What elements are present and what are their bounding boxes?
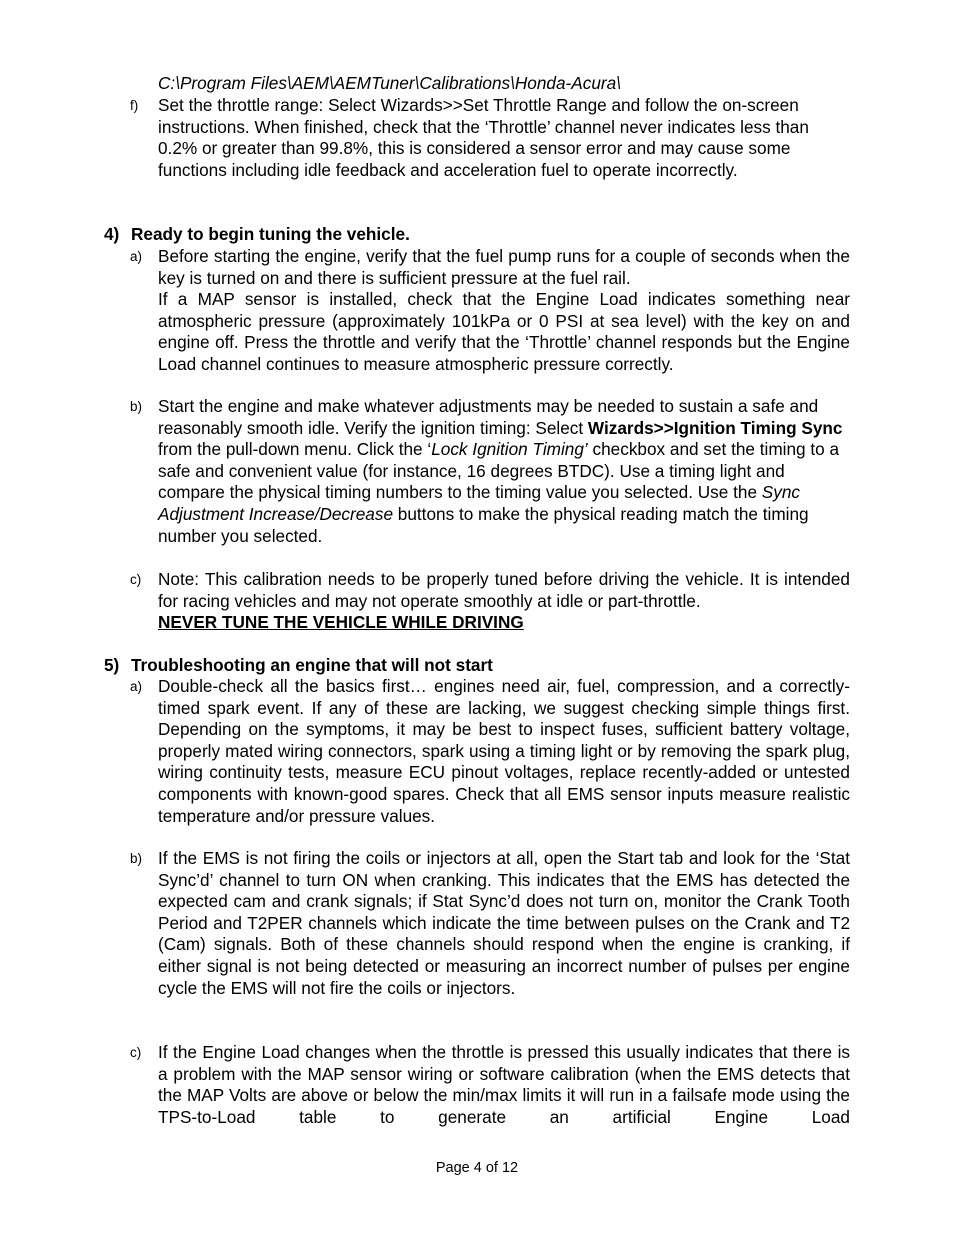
warning-text: NEVER TUNE THE VEHICLE WHILE DRIVING [158,612,524,633]
step-4b-text [158,396,850,547]
list-marker: a) [130,679,143,694]
section-5-heading [104,655,493,677]
step-f-text: Set the throttle range: Select Wizards>>Set Throttle Range and follow the on-screen instructions. When finished, check that the ‘Throttle’ channel never indicates less than 0.2% or greater than 99.8%, this is considered a sensor error and may cause some functions including idle feedback and acceleration fuel to operate incorrectly. [158,95,809,180]
list-marker: f) [130,98,139,113]
text-run: checkbox and set the timing to a safe and convenient value (for instance, 16 degrees BTDC). Use a timing light and compare the physical timing numbers to the timing value you selected. Use the [158,439,840,503]
section-number: 4) [104,224,120,244]
list-marker: b) [130,851,143,866]
button-name-italic: Sync Adjustment Increase/Decrease [158,482,800,524]
page-number: Page 4 of 12 [435,1160,519,1176]
checkbox-name-italic: Lock Ignition Timing’ [431,439,588,460]
list-marker: c) [130,572,142,587]
section-title: Troubleshooting an engine that will not start [131,655,493,675]
section-4-heading [104,224,410,246]
step-4a-paragraph-2: If a MAP sensor is installed, check that the Engine Load indicates something near atmospheric pressure (approximately 101kPa or 0 PSI at sea level) with the key on and engine off. Press the throttle and verify that the ‘Throttle’ channel responds but the Engine Load channel continues to measure atmospheric pressure correctly. [158,289,850,374]
calibration-path: C:\Program Files\AEM\AEMTuner\Calibrations\Honda-Acura\ [158,73,621,93]
step-5b-text: If the EMS is not firing the coils or injectors at all, open the Start tab and look for the ‘Stat Sync’d’ channel to turn ON when cranking. This indicates that the EMS has detected the expected cam and crank signals; if Stat Sync’d does not turn on, monitor the Crank Tooth Period and T2PER channels which indicate the time between pulses on the Crank and T2 (Cam) signals. Both of these channels should respond when the engine is cranking, if either signal is not being detected or measuring an incorrect number of pulses per engine cycle the EMS will not fire the coils or injectors. [158,848,850,998]
list-marker: a) [130,249,143,264]
step-4c-text [158,569,850,634]
list-marker: c) [130,1045,142,1060]
text-run: buttons to make the physical reading match the timing number you selected. [158,503,809,546]
step-4a-paragraph-1: Before starting the engine, verify that the fuel pump runs for a couple of seconds when the key is turned on and there is sufficient pressure at the fuel rail. [158,246,850,288]
list-marker: b) [130,399,143,414]
step-5c-text: If the Engine Load changes when the throttle is pressed this usually indicates that there is a problem with the MAP sensor wiring or software calibration (when the EMS detects that the MAP Volts are above or below the min/max limits it will run in a failsafe mode using the TPS-to-Load table to generate an artificial Engine Load [158,1042,850,1127]
step-4c-note: Note: This calibration needs to be properly tuned before driving the vehicle. It is intended for racing vehicles and may not operate smoothly at idle or part-throttle. [158,569,850,611]
step-5a-text: Double-check all the basics first… engines need air, fuel, compression, and a correctly-timed spark event. If any of these are lacking, we suggest checking simple things first. Depending on the symptoms, it may be best to inspect fuses, sufficient battery voltage, properly mated wiring connectors, spark using a timing light or by removing the spark plug, wiring continuity tests, measure ECU pinout voltages, replace recently-added or untested components with known-good spares. Check that all EMS sensor inputs measure realistic temperature and/or pressure values. [158,676,850,826]
step-4a-text [158,246,850,376]
section-title: Ready to begin tuning the vehicle. [131,224,410,244]
section-number: 5) [104,655,120,675]
text-run: Start the engine and make whatever adjustments may be needed to sustain a safe and reasonably smooth idle. Verify the ignition timing: Select [158,396,819,438]
menu-path-bold: Wizards>>Ignition Timing Sync [587,417,843,438]
text-run: from the pull-down menu. Click the ‘ [158,439,432,460]
